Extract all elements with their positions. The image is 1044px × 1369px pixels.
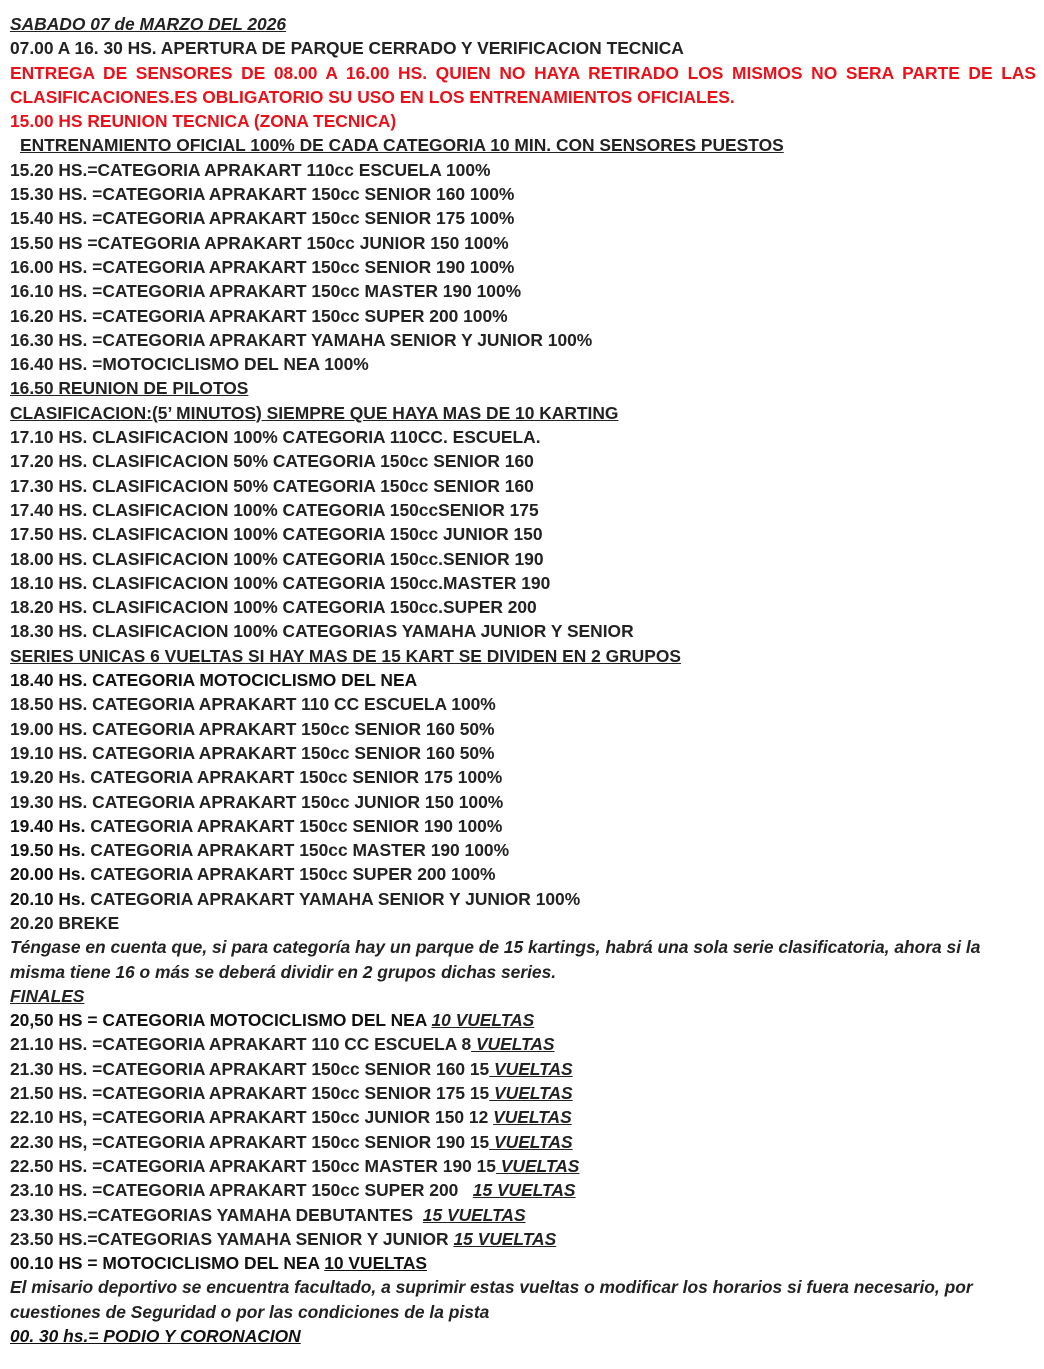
finals-item-text: 22.10 HS, =CATEGORIA APRAKART 150cc JUNIOR 150 12 — [10, 1107, 494, 1128]
series-item-text: CATEGORIA APRAKART 150cc MASTER 190 100% — [85, 840, 510, 861]
classification-item: 17.30 HS. CLASIFICACION 50% CATEGORIA 150cc SENIOR 160 — [10, 475, 534, 496]
training-item: 15.50 HS =CATEGORIA APRAKART 150cc JUNIOR 150 100% — [10, 232, 509, 253]
finals-heading: FINALES — [10, 985, 85, 1006]
series-item-text: CATEGORIA APRAKART 150cc SUPER 200 100% — [85, 864, 496, 885]
opening-line: 07.00 A 16. 30 HS. APERTURA DE PARQUE CERRADO Y VERIFICACION TECNICA — [10, 38, 684, 59]
finals-item — [10, 1032, 1036, 1056]
finals-item-laps: VUELTAS — [489, 1083, 573, 1104]
series-first-item: 18.40 HS. CATEGORIA MOTOCICLISMO DEL NEA — [10, 670, 418, 691]
finals-item-text: 21.50 HS. =CATEGORIA APRAKART 150cc SENIOR 175 15 — [10, 1083, 490, 1104]
finals-item-text: 20,50 HS = CATEGORIA MOTOCICLISMO DEL NEA — [10, 1010, 432, 1031]
training-item: 16.00 HS. =CATEGORIA APRAKART 150cc SENIOR 190 100% — [10, 256, 515, 277]
finals-item — [10, 1105, 1036, 1129]
training-item: 16.40 HS. =MOTOCICLISMO DEL NEA 100% — [10, 354, 369, 375]
training-heading: ENTRENAMIENTO OFICIAL 100% DE CADA CATEGORIA 10 MIN. CON SENSORES PUESTOS — [20, 135, 784, 156]
series-item-time: 19.50 Hs. — [10, 840, 86, 861]
training-list — [10, 158, 1036, 377]
finals-item — [10, 1251, 1036, 1275]
series-item: 19.30 HS. CATEGORIA APRAKART 150cc JUNIOR 150 100% — [10, 791, 504, 812]
finals-item — [10, 1227, 1036, 1251]
classification-item: 18.10 HS. CLASIFICACION 100% CATEGORIA 150cc.MASTER 190 — [10, 572, 551, 593]
date-heading: SABADO 07 de MARZO DEL 2026 — [10, 14, 287, 34]
finals-item-laps: VUELTAS — [495, 1155, 580, 1176]
series-item-text: CATEGORIA APRAKART YAMAHA SENIOR Y JUNIOR 100% — [85, 888, 581, 909]
series-list — [10, 692, 1036, 911]
training-item: 16.20 HS. =CATEGORIA APRAKART 150cc SUPER 200 100% — [10, 305, 508, 326]
finals-item-laps: VUELTAS — [489, 1131, 573, 1152]
series-item: 19.20 Hs. CATEGORIA APRAKART 150cc SENIOR 175 100% — [10, 767, 503, 788]
series-item: 18.50 HS. CATEGORIA APRAKART 110 CC ESCUELA 100% — [10, 694, 496, 715]
closing-note: El misario deportivo se encuentra facultado, a suprimir estas vueltas o modificar los horarios si fuera necesario, por cuestiones de Seguridad o por las condiciones de la pista — [10, 1277, 973, 1322]
training-item: 15.30 HS. =CATEGORIA APRAKART 150cc SENIOR 160 100% — [10, 184, 515, 205]
pilots-meeting-line: 16.50 REUNION DE PILOTOS — [10, 378, 249, 399]
classification-item: 18.30 HS. CLASIFICACION 100% CATEGORIAS YAMAHA JUNIOR Y SENIOR — [10, 621, 634, 642]
classification-item: 18.20 HS. CLASIFICACION 100% CATEGORIA 150cc.SUPER 200 — [10, 597, 537, 618]
finals-item-text: 21.10 HS. =CATEGORIA APRAKART 110 CC ESCUELA 8 — [10, 1034, 472, 1055]
finals-list — [10, 1008, 1036, 1275]
series-note: Téngase en cuenta que, si para categoría hay un parque de 15 kartings, habrá una sola serie clasificatoria, ahora si la misma tiene 16 o más se deberá dividir en 2 grupos dichas series. — [10, 937, 981, 982]
schedule-document — [10, 12, 1036, 1348]
finals-item-laps: 15 VUELTAS — [422, 1204, 526, 1225]
classification-item: 17.20 HS. CLASIFICACION 50% CATEGORIA 150cc SENIOR 160 — [10, 451, 534, 472]
classification-item: 18.00 HS. CLASIFICACION 100% CATEGORIA 150cc.SENIOR 190 — [10, 548, 544, 569]
training-item: 16.10 HS. =CATEGORIA APRAKART 150cc MASTER 190 100% — [10, 281, 522, 302]
finals-item — [10, 1178, 1036, 1202]
finals-item-text: 21.30 HS. =CATEGORIA APRAKART 150cc SENIOR 160 15 — [10, 1058, 490, 1079]
finals-item-text: 23.30 HS.=CATEGORIAS YAMAHA DEBUTANTES — [10, 1204, 423, 1225]
finals-item — [10, 1057, 1036, 1081]
series-item-text: CATEGORIA APRAKART 150cc SENIOR 190 100% — [85, 815, 503, 836]
finals-item — [10, 1203, 1036, 1227]
finals-item-text: 22.30 HS, =CATEGORIA APRAKART 150cc SENIOR 190 15 — [10, 1131, 490, 1152]
finals-item-laps: 15 VUELTAS — [472, 1180, 576, 1201]
series-item: 19.10 HS. CATEGORIA APRAKART 150cc SENIOR 160 50% — [10, 742, 495, 763]
series-item-time: 20.10 Hs. — [10, 888, 86, 909]
classification-item: 17.50 HS. CLASIFICACION 100% CATEGORIA 150cc JUNIOR 150 — [10, 524, 543, 545]
finals-item — [10, 1081, 1036, 1105]
finals-item — [10, 1008, 1036, 1032]
finals-item-text: 23.10 HS. =CATEGORIA APRAKART 150cc SUPER 200 — [10, 1180, 473, 1201]
series-item: 19.00 HS. CATEGORIA APRAKART 150cc SENIOR 160 50% — [10, 718, 495, 739]
series-item — [10, 862, 1036, 886]
finals-item-laps: 15 VUELTAS — [453, 1228, 557, 1249]
finals-item-text: 22.50 HS. =CATEGORIA APRAKART 150cc MASTER 190 15 — [10, 1155, 496, 1176]
series-item — [10, 838, 1036, 862]
classification-item: 17.40 HS. CLASIFICACION 100% CATEGORIA 150ccSENIOR 175 — [10, 499, 539, 520]
series-item — [10, 887, 1036, 911]
finals-item-text: 00.10 HS = MOTOCICLISMO DEL NEA — [10, 1253, 325, 1274]
training-item: 16.30 HS. =CATEGORIA APRAKART YAMAHA SENIOR Y JUNIOR 100% — [10, 329, 593, 350]
series-item-time: 19.40 Hs. — [10, 815, 86, 836]
series-item — [10, 814, 1036, 838]
podium-line: 00. 30 hs.= PODIO Y CORONACION — [10, 1326, 301, 1347]
training-item: 15.20 HS.=CATEGORIA APRAKART 110cc ESCUELA 100% — [10, 159, 491, 180]
classification-list — [10, 425, 1036, 644]
finals-item-laps: VUELTAS — [489, 1058, 573, 1079]
series-item-time: 20.00 Hs. — [10, 864, 86, 885]
training-item: 15.40 HS. =CATEGORIA APRAKART 150cc SENIOR 175 100% — [10, 208, 515, 229]
finals-item-laps: VUELTAS — [493, 1107, 572, 1128]
finals-item-laps: VUELTAS — [471, 1034, 555, 1055]
sensors-notice-line-1: ENTREGA DE SENSORES DE 08.00 A 16.00 HS. QUIEN NO HAYA RETIRADO LOS MISMOS NO SERA PARTE DE LAS — [10, 62, 1036, 83]
finals-item-laps: 10 VUELTAS — [431, 1010, 535, 1031]
finals-item-laps: 10 VUELTAS — [324, 1253, 427, 1274]
series-heading: SERIES UNICAS 6 VUELTAS SI HAY MAS DE 15 KART SE DIVIDEN EN 2 GRUPOS — [10, 645, 681, 666]
finals-item — [10, 1130, 1036, 1154]
sensors-notice-line-2: CLASIFICACIONES.ES OBLIGATORIO SU USO EN LOS ENTRENAMIENTOS OFICIALES. — [10, 86, 735, 107]
finals-item-text: 23.50 HS.=CATEGORIAS YAMAHA SENIOR Y JUNIOR — [10, 1228, 454, 1249]
classification-item: 17.10 HS. CLASIFICACION 100% CATEGORIA 110CC. ESCUELA. — [10, 427, 541, 448]
break-line: 20.20 BREKE — [10, 912, 120, 933]
tech-meeting-line: 15.00 HS REUNION TECNICA (ZONA TECNICA) — [10, 111, 397, 132]
finals-item — [10, 1154, 1036, 1178]
classification-heading: CLASIFICACION:(5’ MINUTOS) SIEMPRE QUE HAYA MAS DE 10 KARTING — [10, 402, 619, 423]
